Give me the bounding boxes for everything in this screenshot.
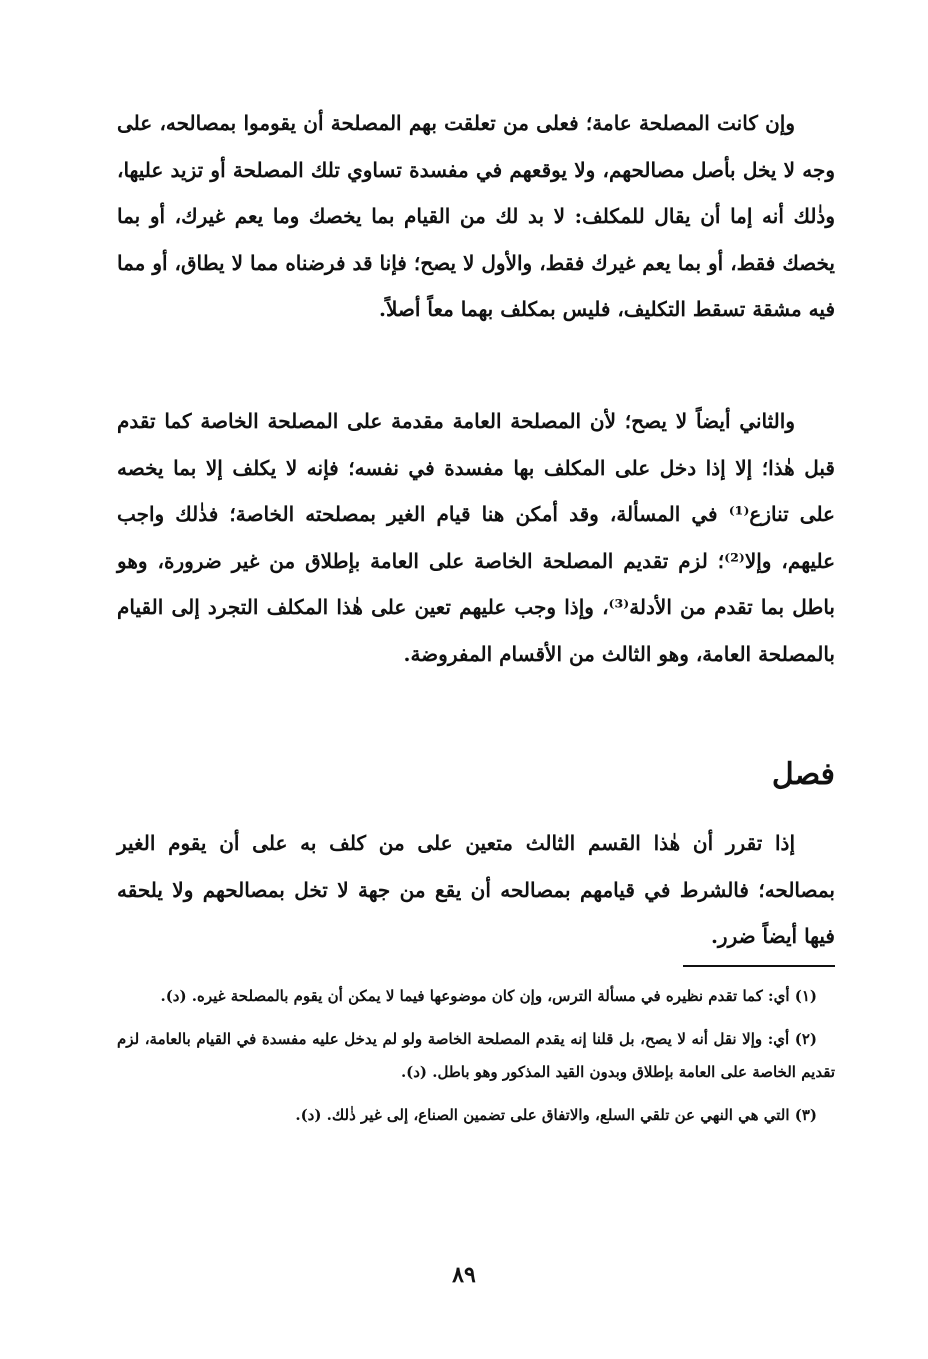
footnotes bbox=[117, 980, 835, 1142]
section-heading-fasl: فصل bbox=[771, 757, 835, 792]
footnote-2: (٢) أي: وإلا نقل أنه لا يصح، بل قلنا إنه يقدم المصلحة الخاصة ولو لم يدخل عليه مفسدة في القيام بالعامة، لزم تقديم الخاصة على العامة بإطلاق وبدون القيد المذكور وهو باطل. (د). bbox=[117, 1030, 835, 1081]
page-number: ٨٩ bbox=[452, 1262, 476, 1288]
footnote-divider bbox=[683, 965, 835, 967]
paragraph-public-interest: وإن كانت المصلحة عامة؛ فعلى من تعلقت بهم المصلحة أن يقوموا بمصالحه، على وجه لا يخل بأصل مصالحهم، ولا يوقعهم في مفسدة تساوي تلك المصلحة أو تزيد عليها، وذٰلك أنه إما أن يقال للمكلف: لا بد لك من القيام بما يخصك وما يعم غيرك، أو بما يخصك فقط، أو بما يعم غيرك فقط، والأول لا يصح؛ فإنا قد فرضناه مما لا يطاق، أو مما فيه مشقة تسقط التكليف، فليس بمكلف بهما معاً أصلاً. bbox=[117, 111, 835, 321]
footnote-3: (٣) التي هي النهي عن تلقي السلع، والاتفاق على تضمين الصناع، إلى غير ذٰلك. (د). bbox=[295, 1106, 817, 1124]
paragraph-second-option: والثاني أيضاً لا يصح؛ لأن المصلحة العامة مقدمة على المصلحة الخاصة كما تقدم قبل هٰذا؛ إلا إذا دخل على المكلف بها مفسدة في نفسه؛ فإنه لا يكلف إلا بما يخصه على تنازع⁽¹⁾ في المسألة، وقد أمكن هنا قيام الغير بمصلحته الخاصة؛ فذٰلك واجب عليهم، وإلا⁽²⁾؛ لزم تقديم المصلحة الخاصة على العامة بإطلاق من غير ضرورة، وهو باطل بما تقدم من الأدلة⁽³⁾، وإذا وجب عليهم تعين على هٰذا المكلف التجرد إلى القيام بالمصلحة العامة، وهو الثالث من الأقسام المفروضة. bbox=[117, 409, 835, 666]
footnote-1: (١) أي: كما تقدم نظيره في مسألة الترس، وإن كان موضوعها فيما لا يمكن أن يقوم بالمصلحة غيره. (د). bbox=[160, 987, 817, 1005]
paragraph-third-section: إذا تقرر أن هٰذا القسم الثالث متعين على من كلف به على أن يقوم الغير بمصالحه؛ فالشرط في قيامهم بمصالحه أن يقع من جهة لا تخل بمصالحهم ولا يلحقه فيها أيضاً ضرر. bbox=[117, 831, 835, 948]
